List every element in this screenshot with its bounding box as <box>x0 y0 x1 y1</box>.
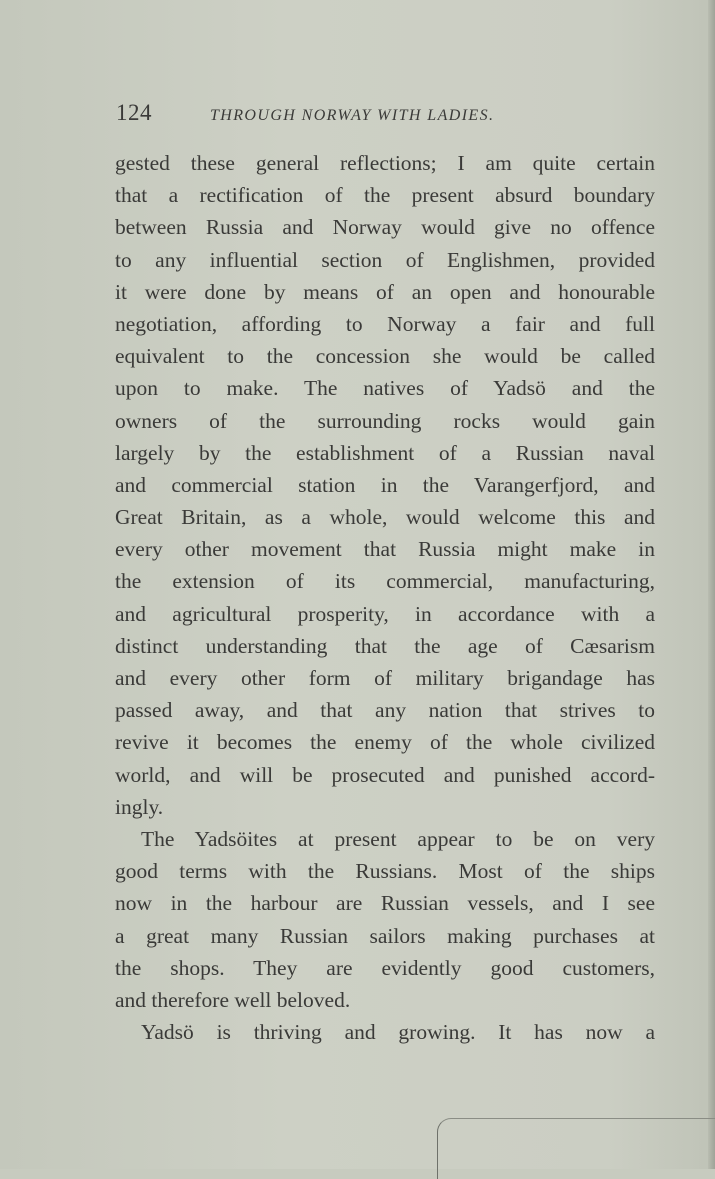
text-line: distinct understanding that the age of Cæsarism <box>115 633 655 658</box>
text-line: that a rectification of the present absurd boundary <box>115 183 655 208</box>
text-line: owners of the surrounding rocks would gain <box>115 408 655 433</box>
text-line: to any influential section of Englishmen, provided <box>115 247 655 272</box>
text-line: passed away, and that any nation that strives to <box>115 698 655 723</box>
running-head <box>116 100 576 126</box>
text-line: and agricultural prosperity, in accordance with a <box>115 601 655 626</box>
scan-corner-mark <box>437 1118 715 1179</box>
paragraph-start-line: The Yadsöites at present appear to be on very <box>141 826 655 851</box>
text-line: largely by the establishment of a Russian naval <box>115 440 655 465</box>
text-line: world, and will be prosecuted and punished accord- <box>115 762 655 787</box>
text-line: good terms with the Russians. Most of the ships <box>115 859 655 884</box>
body-text <box>115 147 655 1048</box>
paragraph-end-line: ingly. <box>115 794 164 819</box>
text-line: a great many Russian sailors making purchases at <box>115 923 655 948</box>
text-line: the shops. They are evidently good customers, <box>115 955 655 980</box>
text-line: negotiation, affording to Norway a fair and full <box>115 311 655 336</box>
text-line: and commercial station in the Varangerfjord, and <box>115 472 655 497</box>
text-line: upon to make. The natives of Yadsö and the <box>115 376 655 401</box>
running-title: THROUGH NORWAY WITH LADIES. <box>210 107 495 124</box>
text-line: and every other form of military brigandage has <box>115 666 655 690</box>
text-line: every other movement that Russia might make in <box>115 537 655 562</box>
text-line: the extension of its commercial, manufacturing, <box>115 569 655 594</box>
paragraph-end-line: and therefore well beloved. <box>115 987 351 1012</box>
text-line: between Russia and Norway would give no offence <box>115 215 655 240</box>
text-line: Great Britain, as a whole, would welcome this and <box>115 505 655 530</box>
text-line: it were done by means of an open and honourable <box>115 279 655 304</box>
page-edge-shadow <box>708 0 715 1169</box>
text-line: gested these general reflections; I am quite certain <box>115 151 655 175</box>
text-line: now in the harbour are Russian vessels, and I see <box>115 891 655 916</box>
text-line: equivalent to the concession she would be called <box>115 344 655 369</box>
paragraph-start-line: Yadsö is thriving and growing. It has now a <box>141 1020 655 1045</box>
text-line: revive it becomes the enemy of the whole civilized <box>115 730 655 755</box>
page-number: 124 <box>116 100 152 125</box>
